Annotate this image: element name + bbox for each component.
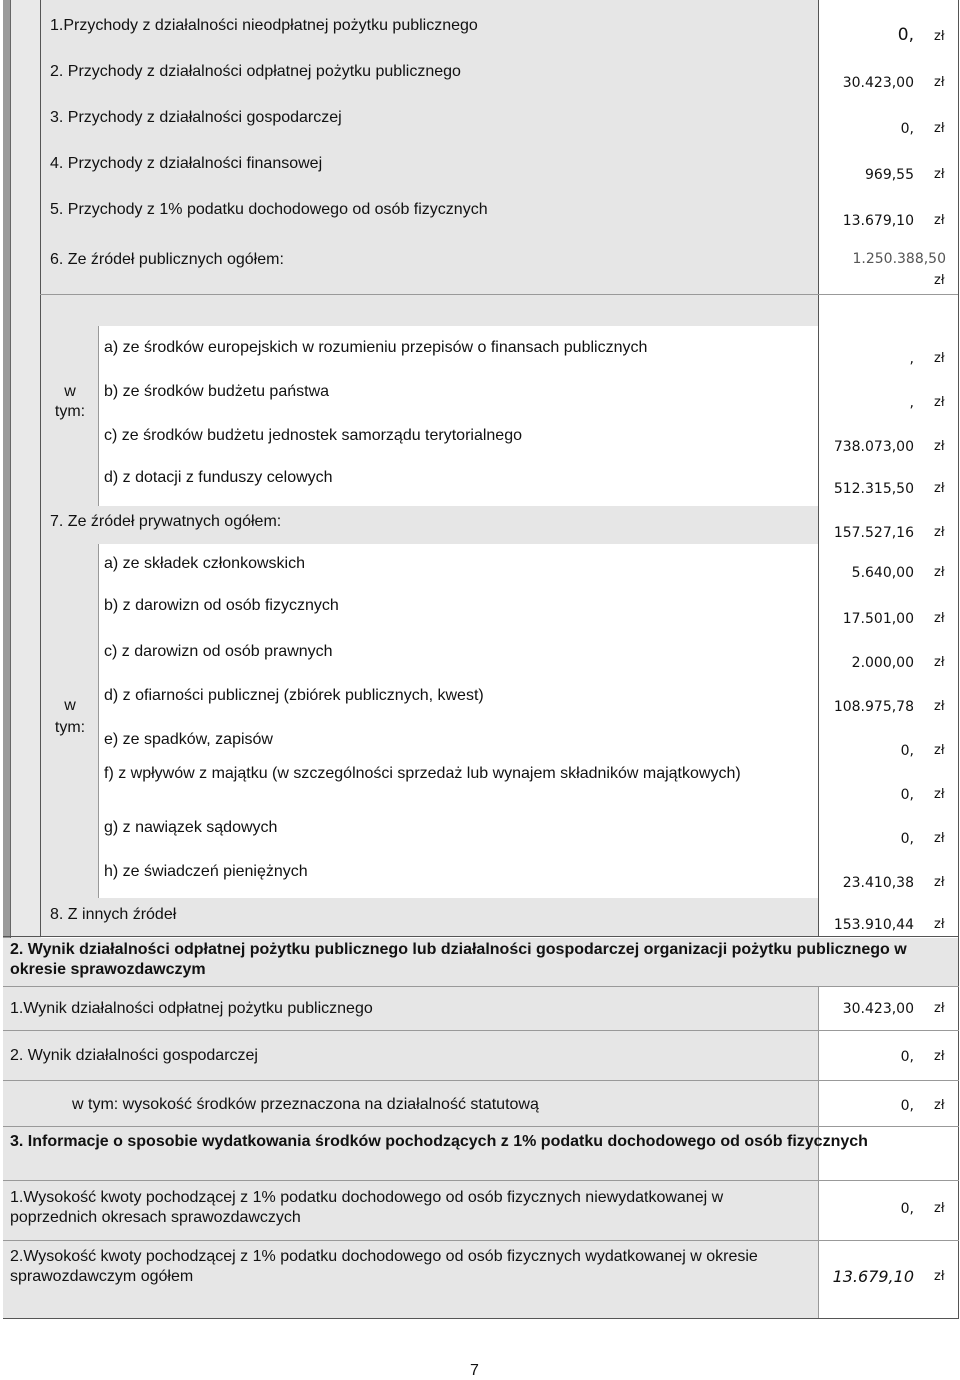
section3-row-unit: zł bbox=[934, 1269, 945, 1284]
divider bbox=[958, 0, 959, 1318]
income-row-label: 6. Ze źródeł publicznych ogółem: bbox=[50, 251, 284, 268]
section2-row-value: 0, bbox=[900, 1098, 914, 1114]
divider bbox=[3, 1080, 959, 1081]
section2-row-label: 2. Wynik działalności gospodarczej bbox=[10, 1047, 258, 1064]
income-row-value: 13.679,10 bbox=[842, 213, 914, 229]
income-row-label: 1.Przychody z działalności nieodpłatnej pożytku publicznego bbox=[50, 17, 478, 34]
private-total-value: 157.527,16 bbox=[833, 525, 914, 541]
section2-row-unit: zł bbox=[934, 1001, 945, 1016]
income-row-value: 30.423,00 bbox=[842, 75, 914, 91]
income-row-label: 4. Przychody z działalności finansowej bbox=[50, 155, 323, 172]
private-sub-value: 5.640,00 bbox=[851, 565, 914, 581]
income-row-label: 2. Przychody z działalności odpłatnej pożytku publicznego bbox=[50, 63, 461, 80]
public-sub-value: 512.315,50 bbox=[833, 481, 914, 497]
divider bbox=[3, 1180, 959, 1181]
public-sub-unit: zł bbox=[934, 395, 945, 410]
income-row-unit: zł bbox=[934, 121, 945, 136]
private-sub-label: c) z darowizn od osób prawnych bbox=[104, 643, 333, 660]
other-sources-label: 8. Z innych źródeł bbox=[50, 906, 177, 923]
private-sub-value: 0, bbox=[900, 787, 914, 803]
public-sub-value: , bbox=[909, 395, 914, 411]
wtym-label: w bbox=[64, 383, 76, 400]
private-sub-unit: zł bbox=[934, 787, 945, 802]
public-sub-value: , bbox=[909, 351, 914, 367]
other-sources-unit: zł bbox=[934, 917, 945, 932]
income-row-value: 0, bbox=[897, 25, 914, 45]
divider bbox=[3, 1240, 959, 1241]
public-sub-unit: zł bbox=[934, 439, 945, 454]
private-sub-value: 23.410,38 bbox=[842, 875, 914, 891]
private-sub-label: f) z wpływów z majątku (w szczególności sprzedaż lub wynajem składników majątkowych) bbox=[104, 765, 741, 782]
private-sub-label: b) z darowizn od osób fizycznych bbox=[104, 597, 339, 614]
divider bbox=[3, 986, 959, 987]
private-sub-unit: zł bbox=[934, 875, 945, 890]
private-sub-label: d) z ofiarności publicznej (zbiórek publicznych, kwest) bbox=[104, 687, 484, 704]
income-row-unit: zł bbox=[934, 273, 945, 288]
private-sub-value: 17.501,00 bbox=[842, 611, 914, 627]
private-sub-unit: zł bbox=[934, 743, 945, 758]
public-sub-label: b) ze środków budżetu państwa bbox=[104, 383, 330, 400]
income-row-unit: zł bbox=[934, 167, 945, 182]
income-row-value: 969,55 bbox=[865, 167, 914, 183]
public-sub-label: a) ze środków europejskich w rozumieniu przepisów o finansach publicznych bbox=[104, 339, 648, 356]
divider bbox=[40, 294, 958, 295]
wtym-label: tym: bbox=[54, 719, 86, 736]
divider bbox=[3, 1030, 959, 1031]
section3-row-unit: zł bbox=[934, 1201, 945, 1216]
divider bbox=[818, 986, 819, 1318]
income-row-value: 1.250.388,50 bbox=[852, 251, 946, 267]
public-sub-value: 738.073,00 bbox=[833, 439, 914, 455]
private-sub-value: 0, bbox=[900, 831, 914, 847]
private-sub-value: 2.000,00 bbox=[851, 655, 914, 671]
private-sub-label: e) ze spadków, zapisów bbox=[104, 731, 273, 748]
private-total-unit: zł bbox=[934, 525, 945, 540]
section3-heading: 3. Informacje o sposobie wydatkowania środków pochodzących z 1% podatku dochodowego od osób fizycznych bbox=[10, 1133, 868, 1150]
divider bbox=[3, 936, 959, 937]
public-sub-label: d) z dotacji z funduszy celowych bbox=[104, 469, 333, 486]
divider bbox=[3, 1318, 959, 1319]
private-sub-label: a) ze składek członkowskich bbox=[104, 555, 305, 572]
wtym-label: w bbox=[64, 697, 76, 714]
section3-row-label: 2.Wysokość kwoty pochodzącej z 1% podatku dochodowego od osób fizycznych wydatkowanej w okresie sprawozdawczym ogółem bbox=[10, 1248, 758, 1285]
private-sub-label: h) ze świadczeń pieniężnych bbox=[104, 863, 308, 880]
divider bbox=[3, 1126, 959, 1127]
section3-row-value: 13.679,10 bbox=[832, 1267, 914, 1286]
private-sub-unit: zł bbox=[934, 611, 945, 626]
section2-row-label: 1.Wynik działalności odpłatnej pożytku publicznego bbox=[10, 1000, 373, 1017]
public-sub-unit: zł bbox=[934, 481, 945, 496]
section2-row-label: w tym: wysokość środków przeznaczona na działalność statutową bbox=[72, 1096, 539, 1113]
income-row-label: 5. Przychody z 1% podatku dochodowego od osób fizycznych bbox=[50, 201, 488, 218]
private-sub-value: 0, bbox=[900, 743, 914, 759]
private-sub-unit: zł bbox=[934, 831, 945, 846]
income-row-unit: zł bbox=[934, 29, 945, 44]
section2-row-unit: zł bbox=[934, 1098, 945, 1113]
income-row-label: 3. Przychody z działalności gospodarczej bbox=[50, 109, 342, 126]
section2-heading: 2. Wynik działalności odpłatnej pożytku publicznego lub działalności gospodarczej organizacji pożytku publicznego w okresie sprawozdawczym bbox=[10, 941, 907, 978]
wtym-label: tym: bbox=[54, 403, 86, 420]
income-row-value: 0, bbox=[900, 121, 914, 137]
income-row-unit: zł bbox=[934, 75, 945, 90]
private-total-label: 7. Ze źródeł prywatnych ogółem: bbox=[50, 513, 282, 530]
other-sources-value: 153.910,44 bbox=[833, 917, 914, 933]
page-number: 7 bbox=[470, 1362, 479, 1379]
private-sub-label: g) z nawiązek sądowych bbox=[104, 819, 278, 836]
divider bbox=[818, 0, 819, 936]
private-sub-value: 108.975,78 bbox=[833, 699, 914, 715]
income-row-unit: zł bbox=[934, 213, 945, 228]
section2-row-unit: zł bbox=[934, 1049, 945, 1064]
private-sub-unit: zł bbox=[934, 699, 945, 714]
section3-row-label: 1.Wysokość kwoty pochodzącej z 1% podatku dochodowego od osób fizycznych niewydatkowanej w poprzednich okresach sprawozdawczych bbox=[10, 1189, 724, 1226]
section3-row-value: 0, bbox=[900, 1201, 914, 1217]
private-sub-unit: zł bbox=[934, 565, 945, 580]
public-sub-label: c) ze środków budżetu jednostek samorządu terytorialnego bbox=[104, 427, 522, 444]
private-sub-unit: zł bbox=[934, 655, 945, 670]
public-sub-unit: zł bbox=[934, 351, 945, 366]
divider bbox=[40, 0, 41, 936]
section2-row-value: 30.423,00 bbox=[842, 1001, 914, 1017]
section2-row-value: 0, bbox=[900, 1049, 914, 1065]
